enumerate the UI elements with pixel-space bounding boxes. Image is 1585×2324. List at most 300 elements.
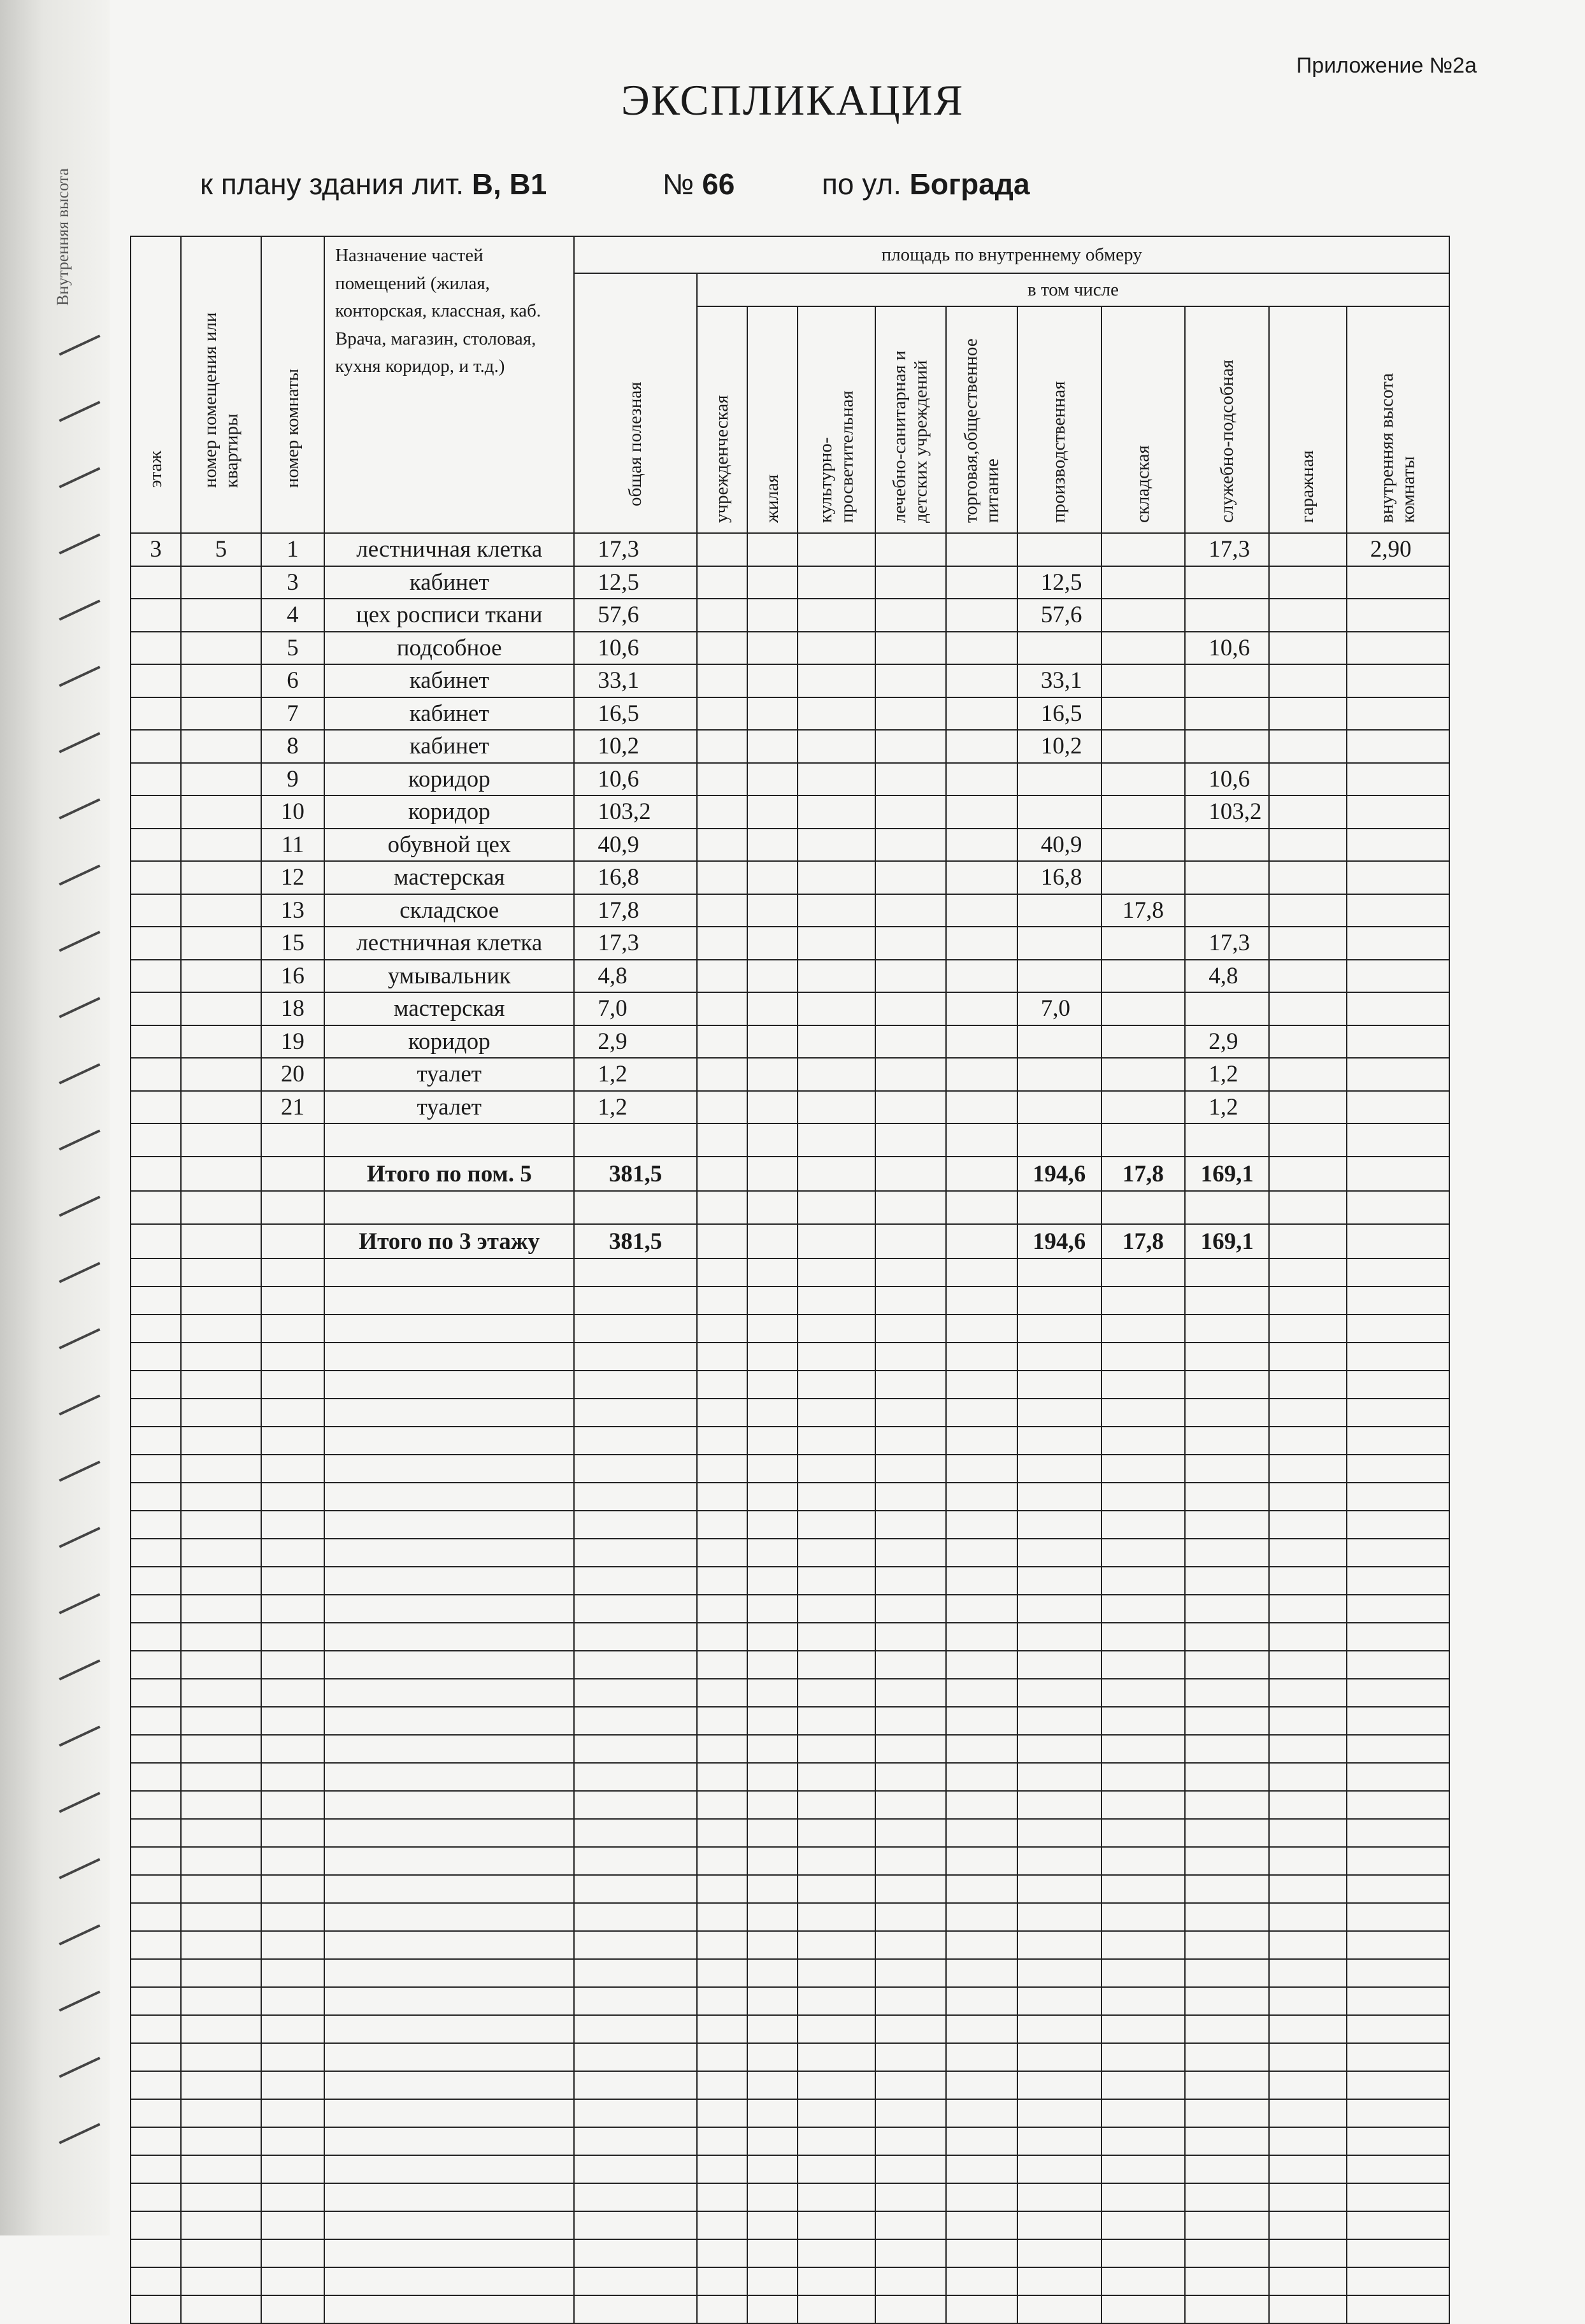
- cell-institutional: [697, 730, 747, 763]
- cell-production: 7,0: [1017, 992, 1101, 1025]
- total-area: 381,5: [574, 1224, 697, 1258]
- building-number: 66: [702, 168, 735, 201]
- cell-empty: [747, 1224, 798, 1258]
- cell-residential: [747, 730, 798, 763]
- cell-cultural: [798, 697, 875, 731]
- cell-total: 17,3: [574, 533, 697, 566]
- margin-tick: [59, 997, 100, 1018]
- empty-row: [131, 1427, 1449, 1455]
- cell-storage: [1101, 763, 1186, 796]
- cell-floor: [131, 730, 181, 763]
- empty-row: [131, 1679, 1449, 1707]
- cell-auxiliary: [1185, 992, 1269, 1025]
- cell-total: 2,9: [574, 1025, 697, 1059]
- cell-height: [1347, 664, 1449, 697]
- cell-empty: [261, 1157, 324, 1191]
- cell-cultural: [798, 664, 875, 697]
- cell-residential: [747, 697, 798, 731]
- cell-room: 11: [261, 829, 324, 862]
- empty-row: [131, 1763, 1449, 1791]
- cell-height: [1347, 927, 1449, 960]
- cell-garage: [1269, 829, 1347, 862]
- empty-row: [131, 2267, 1449, 2295]
- cell-purpose: цех росписи ткани: [324, 599, 574, 632]
- cell-room: 19: [261, 1025, 324, 1059]
- cell-medical: [875, 566, 947, 599]
- table-row: [131, 697, 1449, 731]
- cell-floor: [131, 1091, 181, 1124]
- empty-row: [131, 1258, 1449, 1287]
- cell-cultural: [798, 861, 875, 894]
- cell-height: [1347, 795, 1449, 829]
- cell-unit: [181, 599, 261, 632]
- cell-purpose: кабинет: [324, 664, 574, 697]
- margin-tick: [59, 1129, 100, 1150]
- cell-garage: [1269, 861, 1347, 894]
- cell-height: [1347, 1025, 1449, 1059]
- cell-unit: 5: [181, 533, 261, 566]
- cell-unit: [181, 566, 261, 599]
- cell-storage: [1101, 795, 1186, 829]
- cell-total: 7,0: [574, 992, 697, 1025]
- margin-tick: [59, 1328, 100, 1349]
- empty-row: [131, 1567, 1449, 1595]
- cell-room: 1: [261, 533, 324, 566]
- margin-tick: [59, 1858, 100, 1879]
- cell-production: 16,5: [1017, 697, 1101, 731]
- cell-auxiliary: 17,3: [1185, 927, 1269, 960]
- cell-institutional: [697, 894, 747, 927]
- cell-production: [1017, 533, 1101, 566]
- empty-row: [131, 1191, 1449, 1224]
- cell-cultural: [798, 1058, 875, 1091]
- col-trade: торговая,общественное питание: [946, 306, 1017, 533]
- cell-medical: [875, 894, 947, 927]
- margin-tick: [59, 1990, 100, 2011]
- building-lit: В, В1: [471, 168, 547, 201]
- cell-unit: [181, 1025, 261, 1059]
- cell-trade: [946, 829, 1017, 862]
- empty-row: [131, 1595, 1449, 1623]
- cell-purpose: подсобное: [324, 632, 574, 665]
- plan-building-line: [200, 167, 547, 205]
- table-row: [131, 960, 1449, 993]
- cell-medical: [875, 992, 947, 1025]
- table-row: [131, 894, 1449, 927]
- cell-storage: [1101, 664, 1186, 697]
- cell-auxiliary: 103,2: [1185, 795, 1269, 829]
- cell-floor: [131, 566, 181, 599]
- margin-tick: [59, 930, 100, 952]
- cell-production: [1017, 927, 1101, 960]
- cell-medical: [875, 664, 947, 697]
- cell-production: 33,1: [1017, 664, 1101, 697]
- cell-empty: [697, 1157, 747, 1191]
- cell-empty: [131, 1157, 181, 1191]
- cell-room: 3: [261, 566, 324, 599]
- cell-room: 7: [261, 697, 324, 731]
- cell-institutional: [697, 1058, 747, 1091]
- cell-medical: [875, 533, 947, 566]
- cell-total: 10,6: [574, 763, 697, 796]
- cell-floor: [131, 894, 181, 927]
- cell-production: [1017, 894, 1101, 927]
- cell-institutional: [697, 795, 747, 829]
- empty-row: [131, 1371, 1449, 1399]
- cell-auxiliary: [1185, 894, 1269, 927]
- col-storage: складская: [1101, 306, 1186, 533]
- empty-row: [131, 1959, 1449, 1987]
- cell-room: 9: [261, 763, 324, 796]
- margin-tick: [59, 798, 100, 819]
- cell-institutional: [697, 960, 747, 993]
- cell-medical: [875, 632, 947, 665]
- empty-row: [131, 1791, 1449, 1819]
- cell-unit: [181, 894, 261, 927]
- cell-height: [1347, 730, 1449, 763]
- cell-height: [1347, 960, 1449, 993]
- cell-total: 17,3: [574, 927, 697, 960]
- cell-total: 16,5: [574, 697, 697, 731]
- table-row: [131, 763, 1449, 796]
- cell-storage: [1101, 960, 1186, 993]
- cell-auxiliary: 1,2: [1185, 1091, 1269, 1124]
- cell-height: [1347, 1058, 1449, 1091]
- empty-row: [131, 2127, 1449, 2155]
- empty-row: [131, 1931, 1449, 1959]
- cell-purpose: коридор: [324, 1025, 574, 1059]
- cell-production: 40,9: [1017, 829, 1101, 862]
- margin-tick: [59, 1394, 100, 1415]
- cell-cultural: [798, 927, 875, 960]
- cell-unit: [181, 632, 261, 665]
- cell-storage: [1101, 632, 1186, 665]
- cell-storage: [1101, 1025, 1186, 1059]
- cell-purpose: туалет: [324, 1091, 574, 1124]
- cell-room: 16: [261, 960, 324, 993]
- cell-total: 1,2: [574, 1058, 697, 1091]
- cell-purpose: кабинет: [324, 730, 574, 763]
- cell-floor: [131, 763, 181, 796]
- cell-medical: [875, 927, 947, 960]
- empty-row: [131, 1511, 1449, 1539]
- cell-height: [1347, 829, 1449, 862]
- cell-trade: [946, 763, 1017, 796]
- margin-tick: [59, 666, 100, 687]
- cell-trade: [946, 992, 1017, 1025]
- total-production: 194,6: [1017, 1157, 1101, 1191]
- empty-row: [131, 1315, 1449, 1343]
- cell-unit: [181, 960, 261, 993]
- cell-garage: [1269, 533, 1347, 566]
- cell-storage: [1101, 927, 1186, 960]
- margin-tick: [59, 1460, 100, 1481]
- cell-total: 40,9: [574, 829, 697, 862]
- cell-floor: [131, 1058, 181, 1091]
- cell-production: [1017, 763, 1101, 796]
- cell-total: 33,1: [574, 664, 697, 697]
- cell-purpose: мастерская: [324, 861, 574, 894]
- table-row: [131, 599, 1449, 632]
- table-row: [131, 829, 1449, 862]
- cell-room: 8: [261, 730, 324, 763]
- cell-room: 20: [261, 1058, 324, 1091]
- cell-institutional: [697, 861, 747, 894]
- cell-height: [1347, 599, 1449, 632]
- empty-row: [131, 1987, 1449, 2015]
- empty-row: [131, 1287, 1449, 1315]
- cell-total: 16,8: [574, 861, 697, 894]
- cell-unit: [181, 1058, 261, 1091]
- cell-total: 1,2: [574, 1091, 697, 1124]
- empty-row: [131, 1651, 1449, 1679]
- total-label: Итого по пом. 5: [324, 1157, 574, 1191]
- cell-residential: [747, 795, 798, 829]
- cell-residential: [747, 1058, 798, 1091]
- cell-height: [1347, 894, 1449, 927]
- col-purpose: Назначение частей помещений (жилая, конторская, классная, каб. Врача, магазин, столовая, кухня коридор, и т.д.): [324, 236, 574, 533]
- street-label: по ул.: [822, 168, 901, 201]
- cell-room: 5: [261, 632, 324, 665]
- empty-row: [131, 1819, 1449, 1847]
- cell-auxiliary: 1,2: [1185, 1058, 1269, 1091]
- margin-tick: [59, 1792, 100, 1813]
- cell-cultural: [798, 1091, 875, 1124]
- margin-tick: [59, 1725, 100, 1746]
- cell-empty: [875, 1157, 947, 1191]
- document-title: ЭКСПЛИКАЦИЯ: [620, 76, 965, 124]
- cell-cultural: [798, 763, 875, 796]
- cell-purpose: кабинет: [324, 566, 574, 599]
- cell-trade: [946, 730, 1017, 763]
- cell-garage: [1269, 730, 1347, 763]
- cell-medical: [875, 730, 947, 763]
- margin-tick: [59, 1659, 100, 1680]
- cell-empty: [946, 1224, 1017, 1258]
- margin-tick: [59, 533, 100, 554]
- cell-garage: [1269, 992, 1347, 1025]
- building-number-line: [663, 167, 735, 205]
- empty-row: [131, 1483, 1449, 1511]
- empty-row: [131, 2015, 1449, 2043]
- margin-tick: [59, 732, 100, 753]
- cell-trade: [946, 697, 1017, 731]
- cell-storage: [1101, 599, 1186, 632]
- col-production: производственная: [1017, 306, 1101, 533]
- margin-tick: [59, 467, 100, 488]
- cell-floor: [131, 632, 181, 665]
- table-row: [131, 730, 1449, 763]
- cell-unit: [181, 664, 261, 697]
- cell-production: 16,8: [1017, 861, 1101, 894]
- cell-residential: [747, 894, 798, 927]
- cell-trade: [946, 1058, 1017, 1091]
- cell-cultural: [798, 829, 875, 862]
- total-row: [131, 1157, 1449, 1191]
- empty-row: [131, 1455, 1449, 1483]
- col-garage: гаражная: [1269, 306, 1347, 533]
- table-row: [131, 566, 1449, 599]
- cell-institutional: [697, 829, 747, 862]
- cell-cultural: [798, 1025, 875, 1059]
- cell-total: 103,2: [574, 795, 697, 829]
- scan-left-edge: [0, 0, 110, 2235]
- cell-production: 12,5: [1017, 566, 1101, 599]
- cell-trade: [946, 599, 1017, 632]
- cell-auxiliary: 10,6: [1185, 763, 1269, 796]
- cell-empty: [181, 1224, 261, 1258]
- cell-empty: [747, 1157, 798, 1191]
- cell-auxiliary: [1185, 566, 1269, 599]
- cell-floor: [131, 992, 181, 1025]
- cell-purpose: коридор: [324, 795, 574, 829]
- cell-garage: [1269, 894, 1347, 927]
- cell-trade: [946, 533, 1017, 566]
- margin-tick: [59, 1262, 100, 1283]
- cell-residential: [747, 1091, 798, 1124]
- cell-empty: [1269, 1224, 1347, 1258]
- cell-room: 12: [261, 861, 324, 894]
- cell-trade: [946, 664, 1017, 697]
- table-row: [131, 992, 1449, 1025]
- empty-row: [131, 2155, 1449, 2183]
- cell-auxiliary: 4,8: [1185, 960, 1269, 993]
- cell-trade: [946, 1091, 1017, 1124]
- cell-height: [1347, 697, 1449, 731]
- cell-residential: [747, 566, 798, 599]
- cell-trade: [946, 795, 1017, 829]
- cell-production: [1017, 1025, 1101, 1059]
- cell-production: 57,6: [1017, 599, 1101, 632]
- cell-garage: [1269, 566, 1347, 599]
- cell-auxiliary: [1185, 599, 1269, 632]
- cell-residential: [747, 632, 798, 665]
- cell-purpose: умывальник: [324, 960, 574, 993]
- cell-total: 4,8: [574, 960, 697, 993]
- cell-garage: [1269, 697, 1347, 731]
- col-residential: жилая: [747, 306, 798, 533]
- cell-total: 17,8: [574, 894, 697, 927]
- cell-production: [1017, 632, 1101, 665]
- margin-tick: [59, 1195, 100, 1216]
- total-production: 194,6: [1017, 1224, 1101, 1258]
- cell-room: 18: [261, 992, 324, 1025]
- cell-medical: [875, 763, 947, 796]
- cell-trade: [946, 927, 1017, 960]
- col-height: внутренняя высота комнаты: [1347, 306, 1449, 533]
- cell-height: [1347, 1091, 1449, 1124]
- cell-residential: [747, 533, 798, 566]
- cell-institutional: [697, 927, 747, 960]
- cell-empty: [1347, 1157, 1449, 1191]
- cell-garage: [1269, 1058, 1347, 1091]
- col-unit: номер помещения или квартиры: [181, 236, 261, 533]
- cell-unit: [181, 763, 261, 796]
- cell-empty: [1269, 1157, 1347, 1191]
- total-storage: 17,8: [1101, 1157, 1186, 1191]
- cell-cultural: [798, 566, 875, 599]
- cell-institutional: [697, 566, 747, 599]
- cell-auxiliary: 17,3: [1185, 533, 1269, 566]
- col-total: общая полезная: [574, 273, 697, 533]
- cell-empty: [1347, 1224, 1449, 1258]
- cell-institutional: [697, 763, 747, 796]
- cell-floor: 3: [131, 533, 181, 566]
- cell-residential: [747, 599, 798, 632]
- number-label: №: [663, 168, 694, 201]
- col-floor: этаж: [131, 236, 181, 533]
- cell-unit: [181, 861, 261, 894]
- empty-row: [131, 2043, 1449, 2071]
- total-label: Итого по 3 этажу: [324, 1224, 574, 1258]
- table-row: [131, 1091, 1449, 1124]
- cell-storage: [1101, 1091, 1186, 1124]
- cell-storage: [1101, 697, 1186, 731]
- cell-unit: [181, 829, 261, 862]
- cell-garage: [1269, 632, 1347, 665]
- cell-storage: [1101, 992, 1186, 1025]
- margin-tick: [59, 1527, 100, 1548]
- cell-auxiliary: [1185, 829, 1269, 862]
- cell-medical: [875, 599, 947, 632]
- margin-tick: [59, 864, 100, 885]
- cell-residential: [747, 927, 798, 960]
- cell-floor: [131, 664, 181, 697]
- cell-floor: [131, 697, 181, 731]
- explication-table: [130, 236, 1450, 2324]
- margin-text: Внутренняя высота: [54, 168, 72, 306]
- total-row: [131, 1224, 1449, 1258]
- cell-height: [1347, 763, 1449, 796]
- total-auxiliary: 169,1: [1185, 1157, 1269, 1191]
- cell-height: [1347, 992, 1449, 1025]
- cell-production: 10,2: [1017, 730, 1101, 763]
- cell-height: [1347, 861, 1449, 894]
- cell-garage: [1269, 763, 1347, 796]
- cell-institutional: [697, 697, 747, 731]
- cell-purpose: коридор: [324, 763, 574, 796]
- cell-purpose: мастерская: [324, 992, 574, 1025]
- cell-room: 4: [261, 599, 324, 632]
- cell-auxiliary: [1185, 730, 1269, 763]
- cell-unit: [181, 697, 261, 731]
- cell-height: [1347, 566, 1449, 599]
- cell-garage: [1269, 927, 1347, 960]
- empty-row: [131, 2183, 1449, 2211]
- cell-floor: [131, 960, 181, 993]
- empty-row: [131, 1707, 1449, 1735]
- empty-row: [131, 2099, 1449, 2127]
- col-area-group: площадь по внутреннему обмеру: [574, 236, 1449, 273]
- cell-institutional: [697, 1025, 747, 1059]
- cell-total: 12,5: [574, 566, 697, 599]
- cell-unit: [181, 795, 261, 829]
- cell-room: 6: [261, 664, 324, 697]
- cell-purpose: лестничная клетка: [324, 927, 574, 960]
- margin-tick: [59, 2057, 100, 2078]
- cell-garage: [1269, 960, 1347, 993]
- cell-empty: [875, 1224, 947, 1258]
- table-row: [131, 632, 1449, 665]
- cell-floor: [131, 795, 181, 829]
- cell-medical: [875, 697, 947, 731]
- cell-floor: [131, 599, 181, 632]
- cell-purpose: обувной цех: [324, 829, 574, 862]
- cell-storage: 17,8: [1101, 894, 1186, 927]
- empty-row: [131, 2295, 1449, 2323]
- cell-auxiliary: [1185, 697, 1269, 731]
- cell-purpose: складское: [324, 894, 574, 927]
